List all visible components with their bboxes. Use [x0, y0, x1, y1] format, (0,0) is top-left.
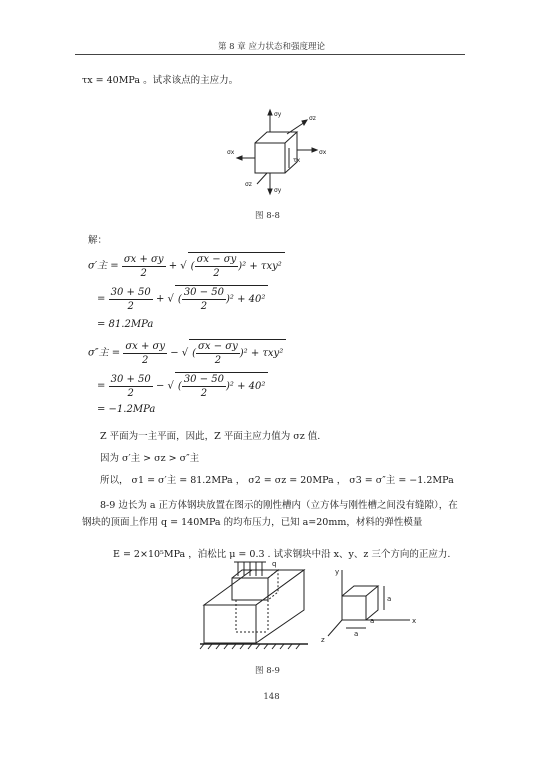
sigma-z-low-arrow — [257, 173, 267, 184]
eq1-plus: + — [168, 260, 178, 272]
eq2-frac1: $\frac{30 + 50}{2}$ — [110, 286, 151, 312]
eq4-lhs: σ″主 = — [88, 347, 121, 359]
problem-8-9-line3: E = 2×10⁵MPa ，泊松比 μ = 0.3 . 试求钢块中沿 x、y、z 三个方向的正应力. — [113, 549, 451, 560]
figure-8-9-caption: 图 8-9 — [255, 666, 280, 676]
stress-element-figure — [225, 108, 335, 196]
eq5-frac1: $\frac{30 + 50}{2}$ — [110, 373, 151, 399]
cube-front-face — [255, 143, 285, 173]
intro-line: τx = 40MPa 。试求该点的主应力。 — [82, 75, 239, 86]
eq4-radical: ( $\frac{\sigma x - \sigma y}{2}$ )² + τxy² — [189, 339, 286, 367]
therefore-text: 所以， σ1 = σ′主 = 81.2MPa ， σ2 = σz = 20MPa ， σ3 = σ″主 = −1.2MPa — [100, 475, 454, 486]
equation-substitution-2: = $\frac{30 + 50}{2}$ − √ ( $\frac{30 - 50}{2}$ )² + 40² — [97, 372, 268, 400]
sigma-x-right-arrowhead — [312, 148, 317, 152]
sigma-y-low-arrowhead — [268, 189, 272, 194]
label-sigma-z: σz — [309, 115, 316, 122]
label-z: z — [321, 636, 325, 644]
label-sigma-x-left: σx — [227, 149, 235, 156]
label-y: y — [335, 568, 340, 576]
eq5-radical: ( $\frac{30 - 50}{2}$ )² + 40² — [175, 372, 268, 400]
sigma-x-left-arrowhead — [237, 156, 242, 160]
label-q: q — [272, 560, 277, 568]
equation-result-2: = −1.2MPa — [97, 404, 156, 415]
solution-label: 解： — [88, 235, 108, 246]
label-x: x — [412, 617, 417, 625]
label-sigma-z-low: σz — [245, 181, 252, 188]
rigid-slot-figure — [196, 560, 422, 658]
cube-top-face — [255, 132, 297, 143]
page-number: 148 — [263, 692, 280, 702]
label-tau: τx — [293, 157, 301, 164]
label-a-bottom: a — [354, 630, 359, 638]
eq1-radical: ( $\frac{\sigma x - \sigma y}{2}$ )² + τxy² — [188, 252, 285, 280]
small-cube-top — [342, 586, 378, 596]
z-axis — [328, 620, 342, 636]
eq1-frac1: $\frac{\sigma x + \sigma y}{2}$ — [123, 253, 164, 279]
eq4-frac1: $\frac{\sigma x + \sigma y}{2}$ — [125, 340, 165, 366]
figure-8-8-caption: 图 8-8 — [255, 211, 280, 221]
label-a-height: a — [387, 595, 392, 603]
because-text: 因为 σ′主 > σz > σ″主 — [100, 453, 200, 464]
label-sigma-y: σy — [274, 111, 282, 118]
label-sigma-y-low: σy — [274, 187, 282, 194]
label-a-depth: a — [370, 617, 375, 625]
page-header: 第 8 章 应力状态和强度理论 — [217, 42, 325, 52]
header-rule — [75, 54, 465, 55]
slot-front-face — [204, 605, 256, 643]
problem-8-9-line1: 8-9 边长为 a 正方体钢块放置在图示的刚性槽内（立方体与刚性槽之间没有缝隙），在 — [100, 500, 458, 511]
equation-substitution-1: = $\frac{30 + 50}{2}$ + √ ( $\frac{30 - 50}{2}$ )² + 40² — [97, 285, 268, 313]
z-plane-text: Z 平面为一主平面，因此，Z 平面主应力值为 σz 值. — [100, 431, 321, 442]
equation-sigma-prime: σ′主 = $\frac{\sigma x + \sigma y}{2}$ + √ ( $\frac{\sigma x - \sigma y}{2}$ )² + τxy² — [88, 252, 285, 280]
equation-result-1: = 81.2MPa — [97, 319, 154, 330]
small-cube-front — [342, 596, 366, 620]
sigma-y-arrowhead — [268, 110, 272, 115]
eq1-lhs: σ′主 = — [88, 260, 119, 272]
equation-sigma-double-prime: σ″主 = $\frac{\sigma x + \sigma y}{2}$ − √ ( $\frac{\sigma x - \sigma y}{2}$ )² + τxy² — [88, 339, 286, 367]
label-sigma-x-right: σx — [319, 149, 327, 156]
eq2-radical: ( $\frac{30 - 50}{2}$ )² + 40² — [175, 285, 268, 313]
sigma-z-arrowhead — [302, 120, 307, 125]
problem-8-9-line2: 钢块的顶面上作用 q = 140MPa 的均布压力，已知 a=20mm，材料的弹性模量 — [82, 517, 423, 528]
